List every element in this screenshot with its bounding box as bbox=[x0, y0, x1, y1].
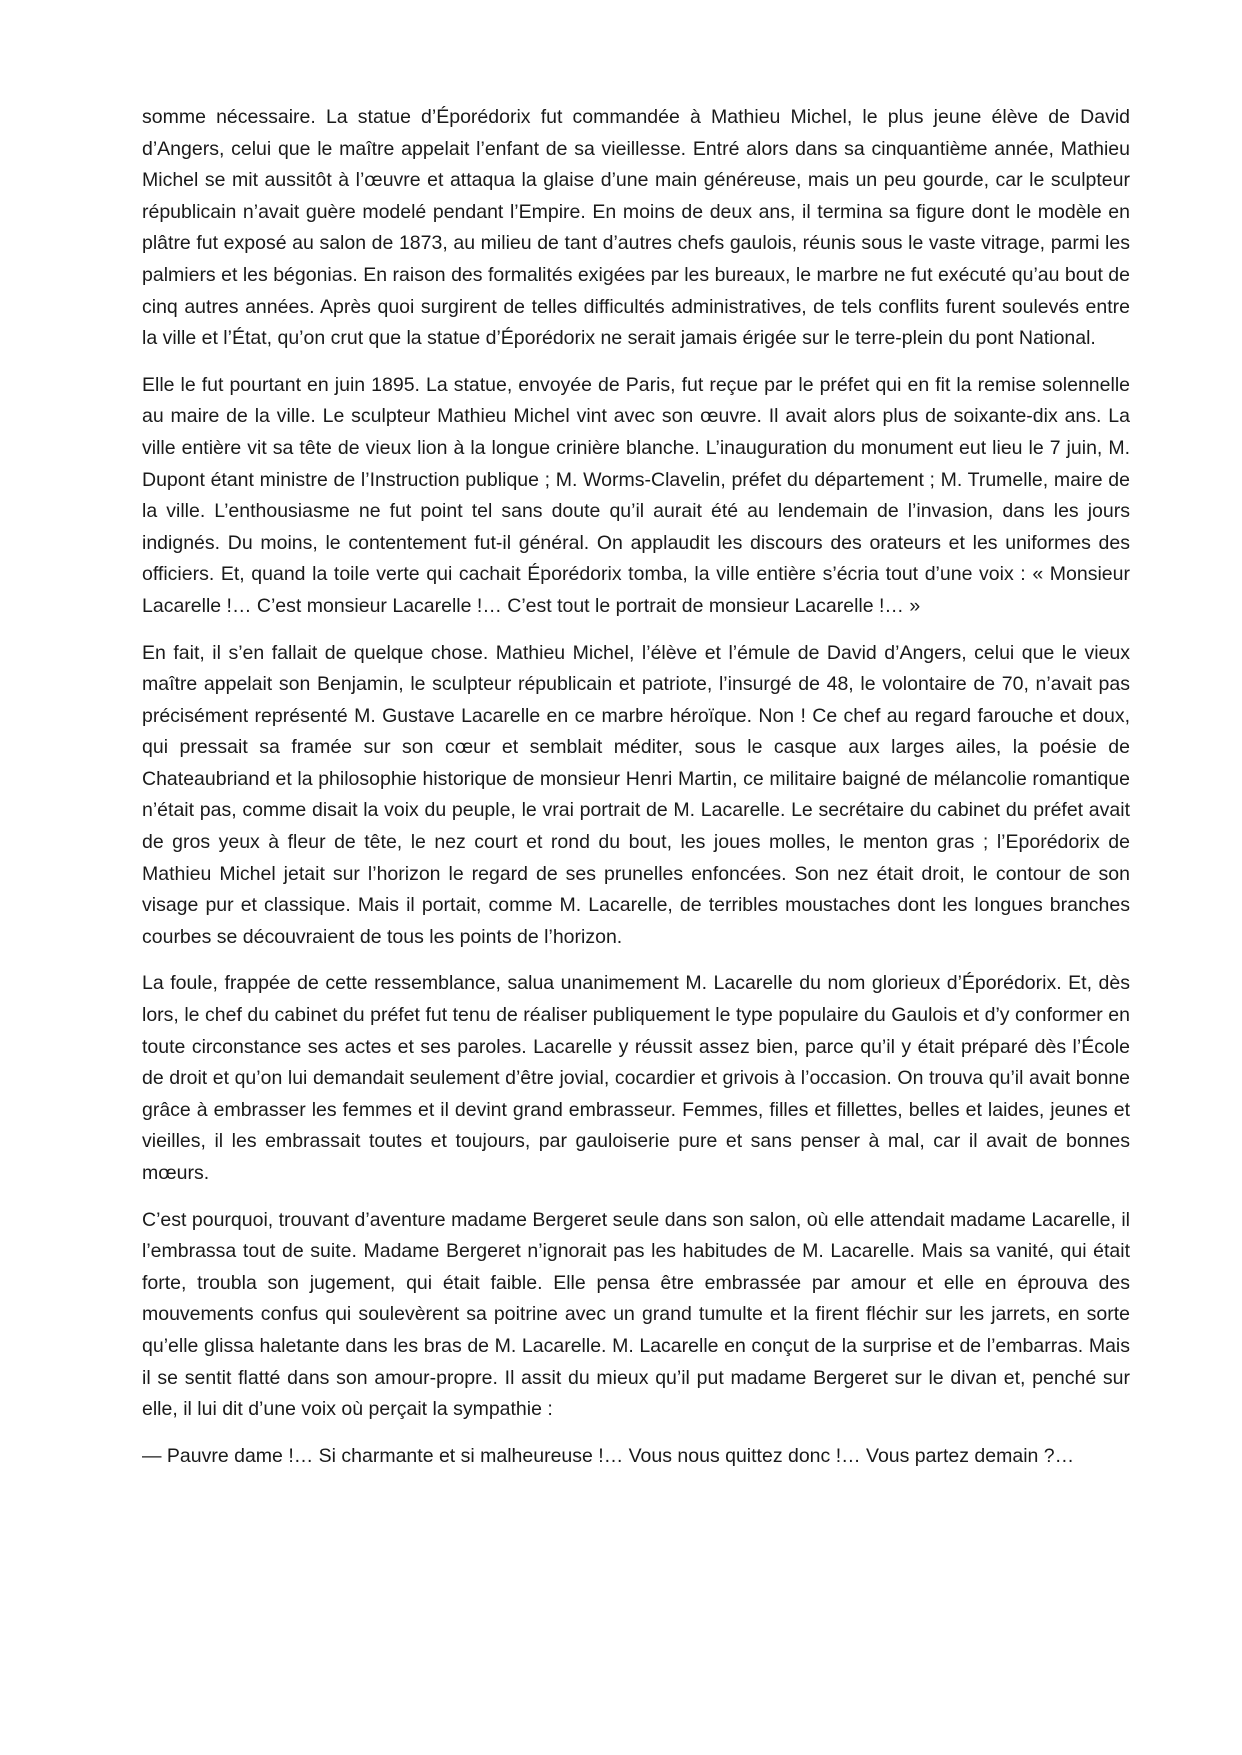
document-page bbox=[142, 102, 1130, 1487]
paragraph-2: Elle le fut pourtant en juin 1895. La statue, envoyée de Paris, fut reçue par le préfet qui en fit la remise solennelle au maire de la ville. Le sculpteur Mathieu Michel vint avec son œuvre. Il avait alors plus de soixante-dix ans. La ville entière vit sa tête de vieux lion à la longue crinière blanche. L’inauguration du monument eut lieu le 7 juin, M. Dupont étant ministre de l’Instruction publique ; M. Worms-Clavelin, préfet du département ; M. Trumelle, maire de la ville. L’enthousiasme ne fut point tel sans doute qu’il aurait été au lendemain de l’invasion, dans les jours indignés. Du moins, le contentement fut-il général. On applaudit les discours des orateurs et les uniformes des officiers. Et, quand la toile verte qui cachait Éporédorix tomba, la ville entière s’écria tout d’une voix : « Monsieur Lacarelle !… C’est monsieur Lacarelle !… C’est tout le portrait de monsieur Lacarelle !… » bbox=[142, 373, 1130, 617]
paragraph-3: En fait, il s’en fallait de quelque chose. Mathieu Michel, l’élève et l’émule de David d’Angers, celui que le vieux maître appelait son Benjamin, le sculpteur républicain et patriote, l’insurgé de 48, le volontaire de 70, n’avait pas précisément représenté M. Gustave Lacarelle en ce marbre héroïque. Non ! Ce chef au regard farouche et doux, qui pressait sa framée sur son cœur et semblait méditer, sous le casque aux larges ailes, la poésie de Chateaubriand et la philosophie historique de monsieur Henri Martin, ce militaire baigné de mélancolie romantique n’était pas, comme disait la voix du peuple, le vrai portrait de M. Lacarelle. Le secrétaire du cabinet du préfet avait de gros yeux à fleur de tête, le nez court et rond du bout, les joues molles, le menton gras ; l’Eporédorix de Mathieu Michel jetait sur l’horizon le regard de ses prunelles enfoncées. Son nez était droit, le contour de son visage pur et classique. Mais il portait, comme M. Lacarelle, de terribles moustaches dont les longues branches courbes se découvraient de tous les points de l’horizon. bbox=[142, 641, 1130, 948]
paragraph-5: C’est pourquoi, trouvant d’aventure madame Bergeret seule dans son salon, où elle attendait madame Lacarelle, il l’embrassa tout de suite. Madame Bergeret n’ignorait pas les habitudes de M. Lacarelle. Mais sa vanité, qui était forte, troubla son jugement, qui était faible. Elle pensa être embrassée par amour et elle en éprouva des mouvements confus qui soulevèrent sa poitrine avec un grand tumulte et la firent fléchir sur les jarrets, en sorte qu’elle glissa haletante dans les bras de M. Lacarelle. M. Lacarelle en conçut de la surprise et de l’embarras. Mais il se sentit flatté dans son amour-propre. Il assit du mieux qu’il put madame Bergeret sur le divan et, penché sur elle, il lui dit d’une voix où perçait la sympathie : bbox=[142, 1208, 1130, 1421]
paragraph-4: La foule, frappée de cette ressemblance, salua unanimement M. Lacarelle du nom glorieux d’Éporédorix. Et, dès lors, le chef du cabinet du préfet fut tenu de réaliser publiquement le type populaire du Gaulois et d’y conformer en toute circonstance ses actes et ses paroles. Lacarelle y réussit assez bien, parce qu’il y était préparé dès l’École de droit et qu’on lui demandait seulement d’être jovial, cocardier et grivois à l’occasion. On trouva qu’il avait bonne grâce à embrasser les femmes et il devint grand embrasseur. Femmes, filles et fillettes, belles et laides, jeunes et vieilles, il les embrassait toutes et toujours, par gauloiserie pure et sans penser à mal, car il avait de bonnes mœurs. bbox=[142, 972, 1130, 1184]
paragraph-6-dialogue: — Pauvre dame !… Si charmante et si malheureuse !… Vous nous quittez donc !… Vous partez demain ?… bbox=[142, 1444, 1075, 1467]
paragraph-1: somme nécessaire. La statue d’Éporédorix fut commandée à Mathieu Michel, le plus jeune élève de David d’Angers, celui que le maître appelait l’enfant de sa vieillesse. Entré alors dans sa cinquantième année, Mathieu Michel se mit aussitôt à l’œuvre et attaqua la glaise d’une main généreuse, mais un peu gourde, car le sculpteur républicain n’avait guère modelé pendant l’Empire. En moins de deux ans, il termina sa figure dont le modèle en plâtre fut exposé au salon de 1873, au milieu de tant d’autres chefs gaulois, réunis sous le vaste vitrage, parmi les palmiers et les bégonias. En raison des formalités exigées par les bureaux, le marbre ne fut exécuté qu’au bout de cinq autres années. Après quoi surgirent de telles difficultés administratives, de tels conflits furent soulevés entre la ville et l’État, qu’on crut que la statue d’Éporédorix ne serait jamais érigée sur le terre-plein du pont National. bbox=[142, 106, 1130, 350]
